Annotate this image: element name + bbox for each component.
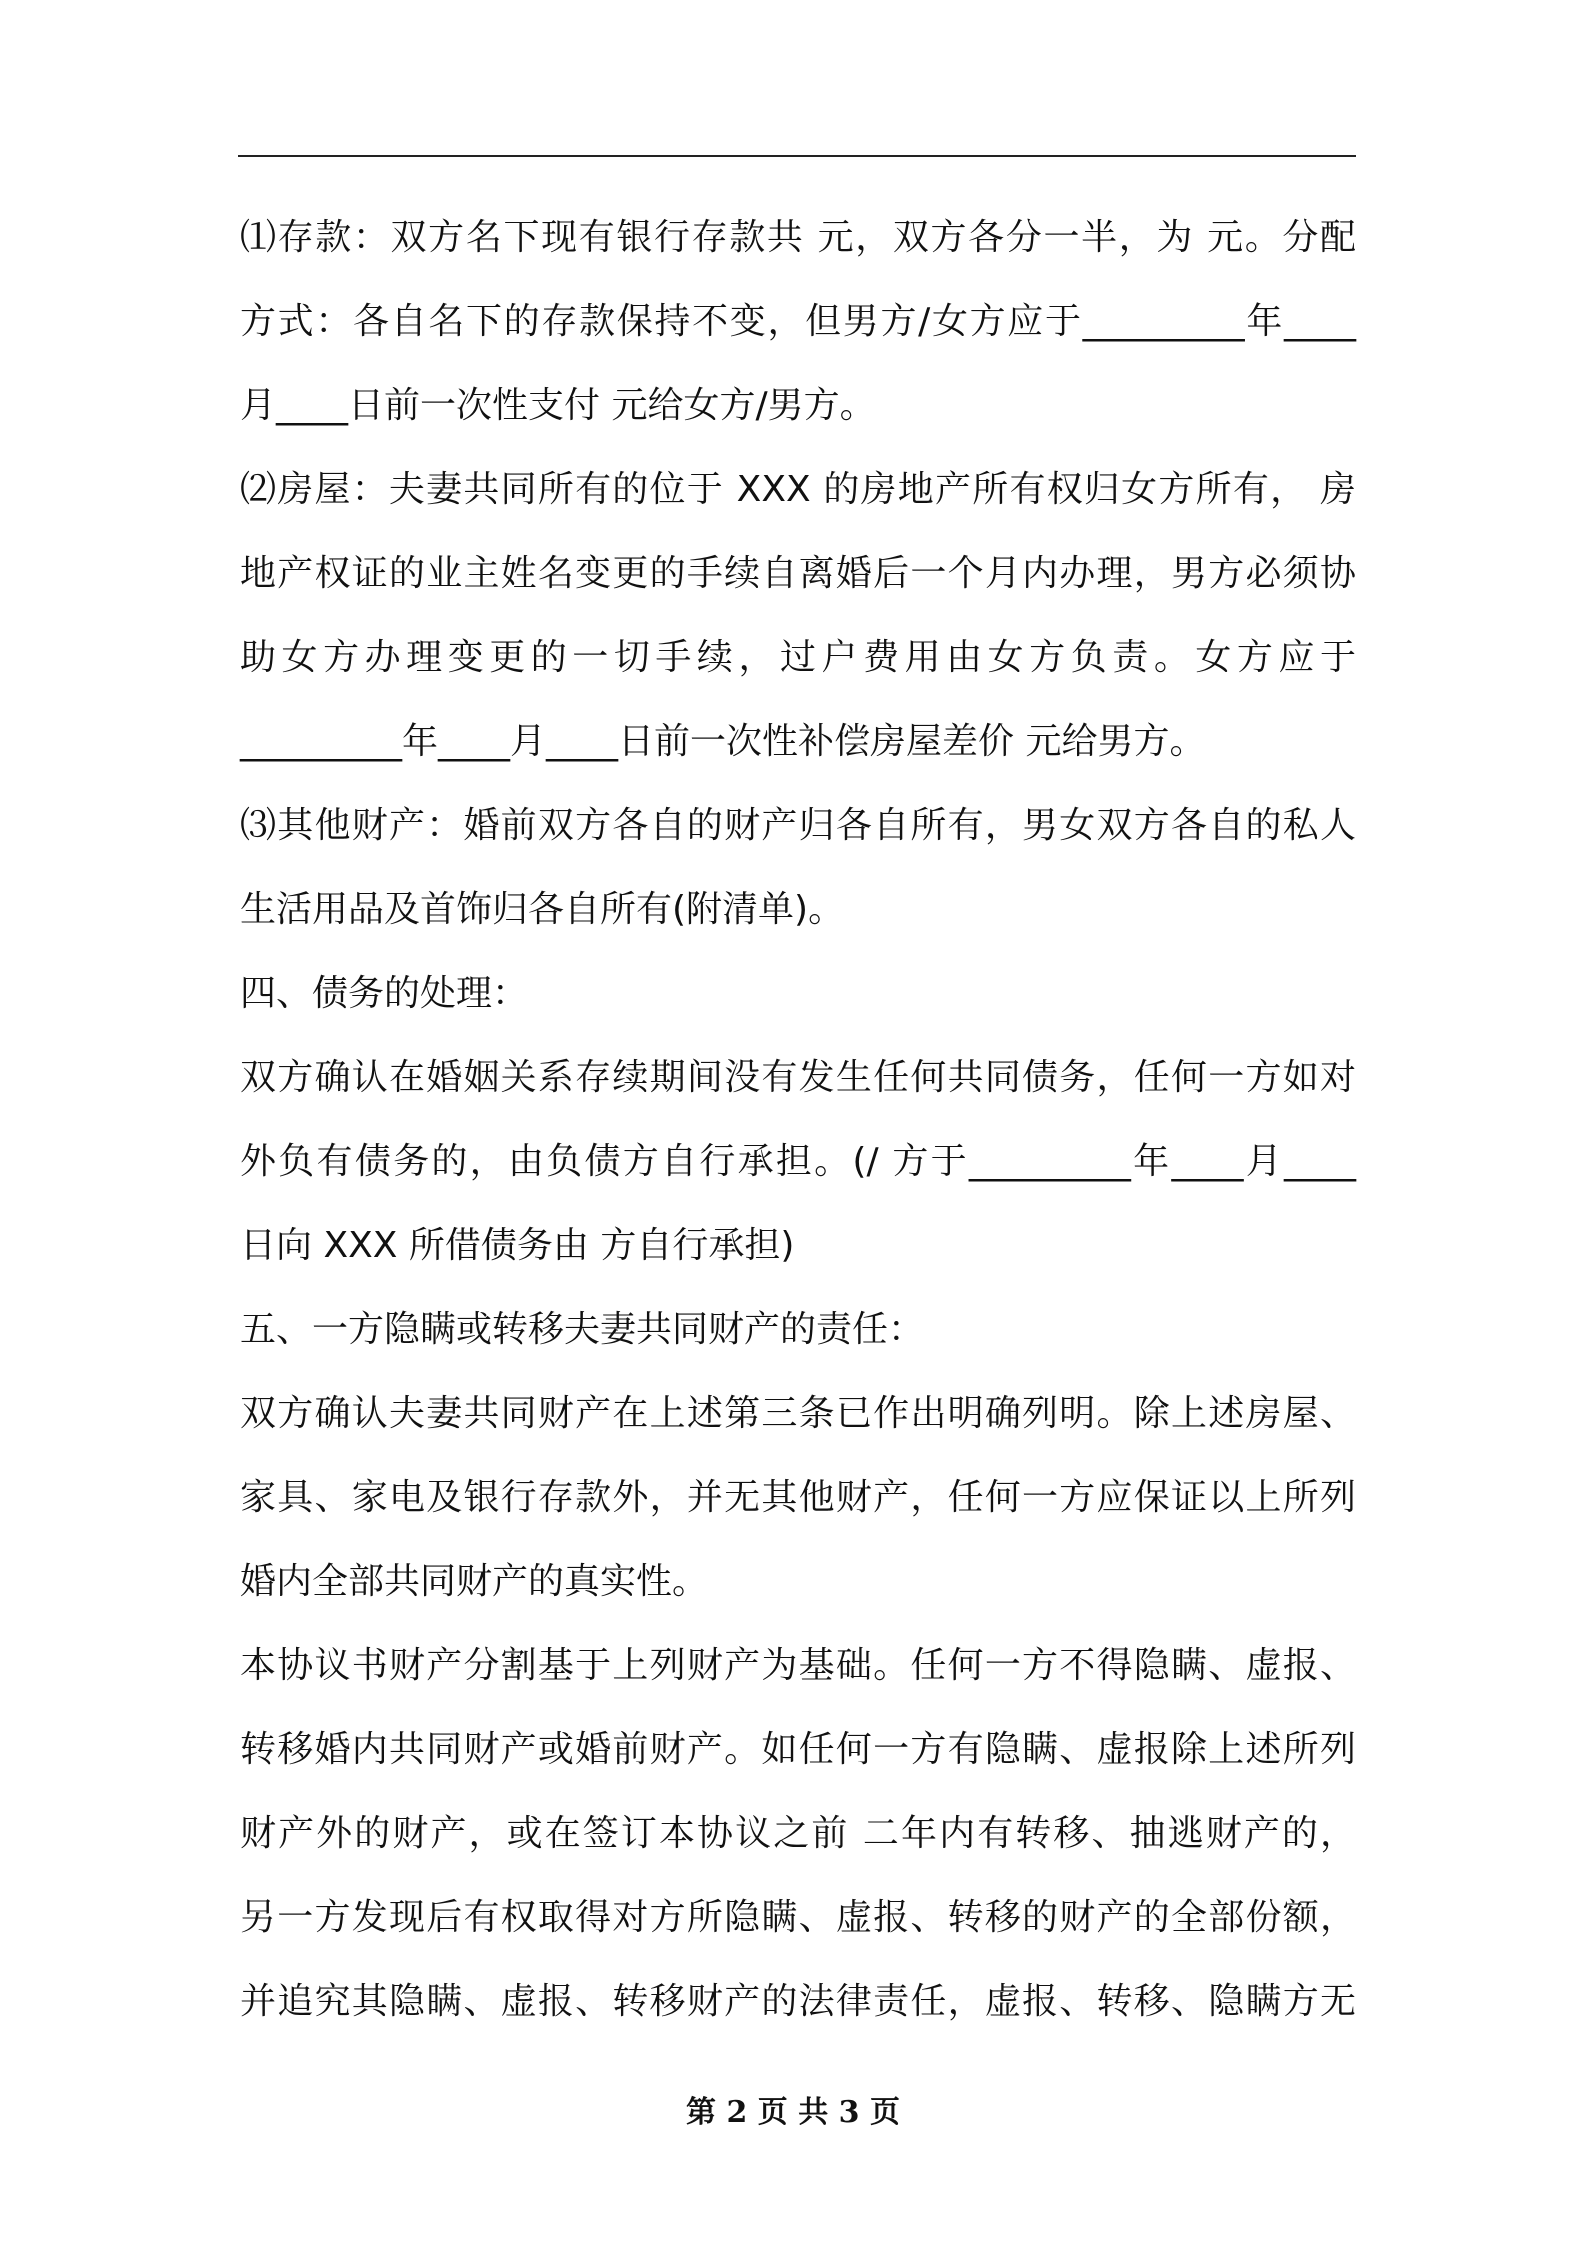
text-line: 地产权证的业主姓名变更的手续自离婚后一个月内办理，男方必须协 (240, 553, 1356, 594)
text-line: 外负有债务的，由负债方自行承担。(/ 方于_________年____月____ (240, 1141, 1356, 1182)
section-heading: 四、债务的处理： (240, 973, 529, 1014)
text-line: 转移婚内共同财产或婚前财产。如任何一方有隐瞒、虚报除上述所列 (240, 1729, 1356, 1770)
text-line: 日向 XXX 所借债务由 方自行承担) (240, 1225, 795, 1266)
text-line: _________年____月____日前一次性补偿房屋差价 元给男方。 (240, 721, 1206, 762)
document-body (240, 196, 1356, 2044)
text-line: 方式：各自名下的存款保持不变，但男方/女方应于_________年____ (240, 301, 1356, 342)
text-line: ⑵房屋：夫妻共同所有的位于 XXX 的房地产所有权归女方所有， 房 (240, 469, 1356, 510)
text-line: 生活用品及首饰归各自所有(附清单)。 (240, 889, 845, 930)
text-line: 另一方发现后有权取得对方所隐瞒、虚报、转移的财产的全部份额， (240, 1897, 1356, 1938)
text-line: 月____日前一次性支付 元给女方/男方。 (240, 385, 876, 426)
section-heading: 五、一方隐瞒或转移夫妻共同财产的责任： (240, 1309, 925, 1350)
text-line: 助女方办理变更的一切手续，过户费用由女方负责。女方应于 (240, 637, 1356, 678)
text-line: 家具、家电及银行存款外，并无其他财产，任何一方应保证以上所列 (240, 1477, 1356, 1518)
header-rule (238, 155, 1356, 157)
text-line: 财产外的财产，或在签订本协议之前 二年内有转移、抽逃财产的， (240, 1813, 1356, 1854)
text-line: 双方确认在婚姻关系存续期间没有发生任何共同债务，任何一方如对 (240, 1057, 1356, 1098)
text-line: 并追究其隐瞒、虚报、转移财产的法律责任，虚报、转移、隐瞒方无 (240, 1981, 1356, 2022)
text-line: ⑶其他财产：婚前双方各自的财产归各自所有，男女双方各自的私人 (240, 805, 1356, 846)
text-line: 本协议书财产分割基于上列财产为基础。任何一方不得隐瞒、虚报、 (240, 1645, 1356, 1686)
page-number: 第 2 页 共 3 页 (686, 2095, 900, 2130)
text-line: 婚内全部共同财产的真实性。 (240, 1561, 709, 1602)
text-line: 双方确认夫妻共同财产在上述第三条已作出明确列明。除上述房屋、 (240, 1393, 1356, 1434)
text-line: ⑴存款：双方名下现有银行存款共 元，双方各分一半，为 元。分配 (240, 217, 1356, 258)
